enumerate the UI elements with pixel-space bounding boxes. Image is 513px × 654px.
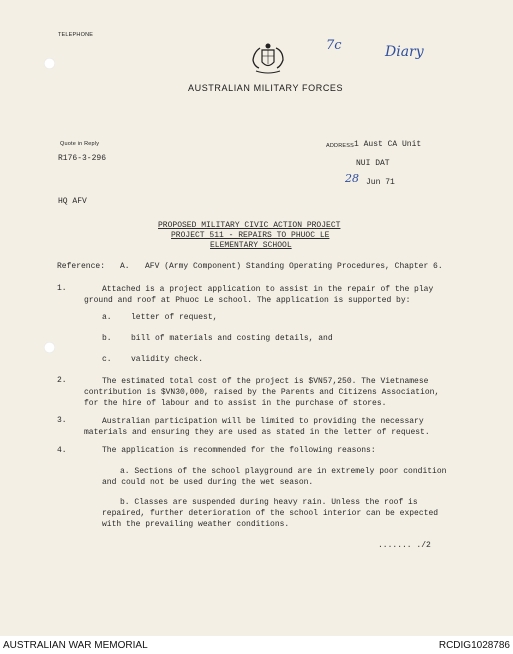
reference-number: R176-3-296 — [58, 154, 107, 163]
continuation-marker: ....... ./2 — [378, 541, 431, 550]
title-line-2: PROJECT 511 - REPAIRS TO PHUOC LE — [171, 231, 330, 240]
paragraph-text: The estimated total cost of the project is $VN57,250. The Vietnamese contribution is $VN30,000, raised by the Parents and Citizens Association, for the hire of labour and to assist in the purchase of stores. — [84, 377, 440, 408]
paragraph-text: Australian participation will be limited to providing the necessary materials and ensuring they are used as stated in the letter of request. — [84, 417, 430, 437]
location: NUI DAT — [356, 159, 390, 168]
handwritten-date-day: 28 — [345, 172, 359, 185]
support-letter: b. — [102, 334, 112, 343]
paragraph-number: 3. — [57, 416, 67, 425]
punch-hole-bottom — [44, 342, 55, 353]
paragraph-number: 4. — [57, 446, 67, 455]
support-text: bill of materials and costing details, and — [131, 334, 333, 343]
coat-of-arms-emblem — [246, 42, 290, 78]
support-text: letter of request, — [131, 313, 218, 322]
reference-item: A. — [120, 262, 130, 271]
punch-hole-top — [44, 58, 55, 69]
archive-footer — [0, 636, 513, 654]
support-text: validity check. — [131, 355, 204, 364]
quote-in-reply-label: Quote in Reply — [60, 141, 100, 147]
reason-text: a. Sections of the school playground are in extremely poor condition and could not be used during the wet season. — [102, 467, 447, 487]
date-month-year: Jun 71 — [366, 178, 395, 187]
address-value: 1 Aust CA Unit — [354, 140, 422, 149]
title-line-1: PROPOSED MILITARY CIVIC ACTION PROJECT — [158, 221, 341, 230]
telephone-label: TELEPHONE — [58, 32, 94, 38]
archive-record-id: RCDIG1028786 — [438, 640, 510, 651]
support-letter: c. — [102, 355, 112, 364]
paragraph-number: 2. — [57, 376, 67, 385]
support-letter: a. — [102, 313, 112, 322]
reference-text: AFV (Army Component) Standing Operating Procedures, Chapter 6. — [145, 262, 443, 271]
address-label: ADDRESS — [326, 143, 354, 149]
handwritten-diary-note: Diary — [385, 44, 424, 60]
handwritten-mark: 7c — [326, 38, 342, 53]
paragraph-text: The application is recommended for the following reasons: — [102, 446, 376, 455]
reference-label: Reference: — [57, 262, 106, 271]
archive-name: AUSTRALIAN WAR MEMORIAL — [3, 640, 148, 651]
organisation-header: AUSTRALIAN MILITARY FORCES — [188, 83, 344, 93]
reason-text: b. Classes are suspended during heavy rain. Unless the roof is repaired, further deterioration of the school interior can be expected with the prevailing weather conditions. — [102, 498, 439, 529]
paragraph-text: Attached is a project application to assist in the repair of the play ground and roof at Phuoc Le school. The application is supported by: — [84, 285, 434, 305]
title-line-3: ELEMENTARY SCHOOL — [210, 241, 292, 250]
addressee: HQ AFV — [58, 197, 87, 206]
paragraph-number: 1. — [57, 284, 67, 293]
